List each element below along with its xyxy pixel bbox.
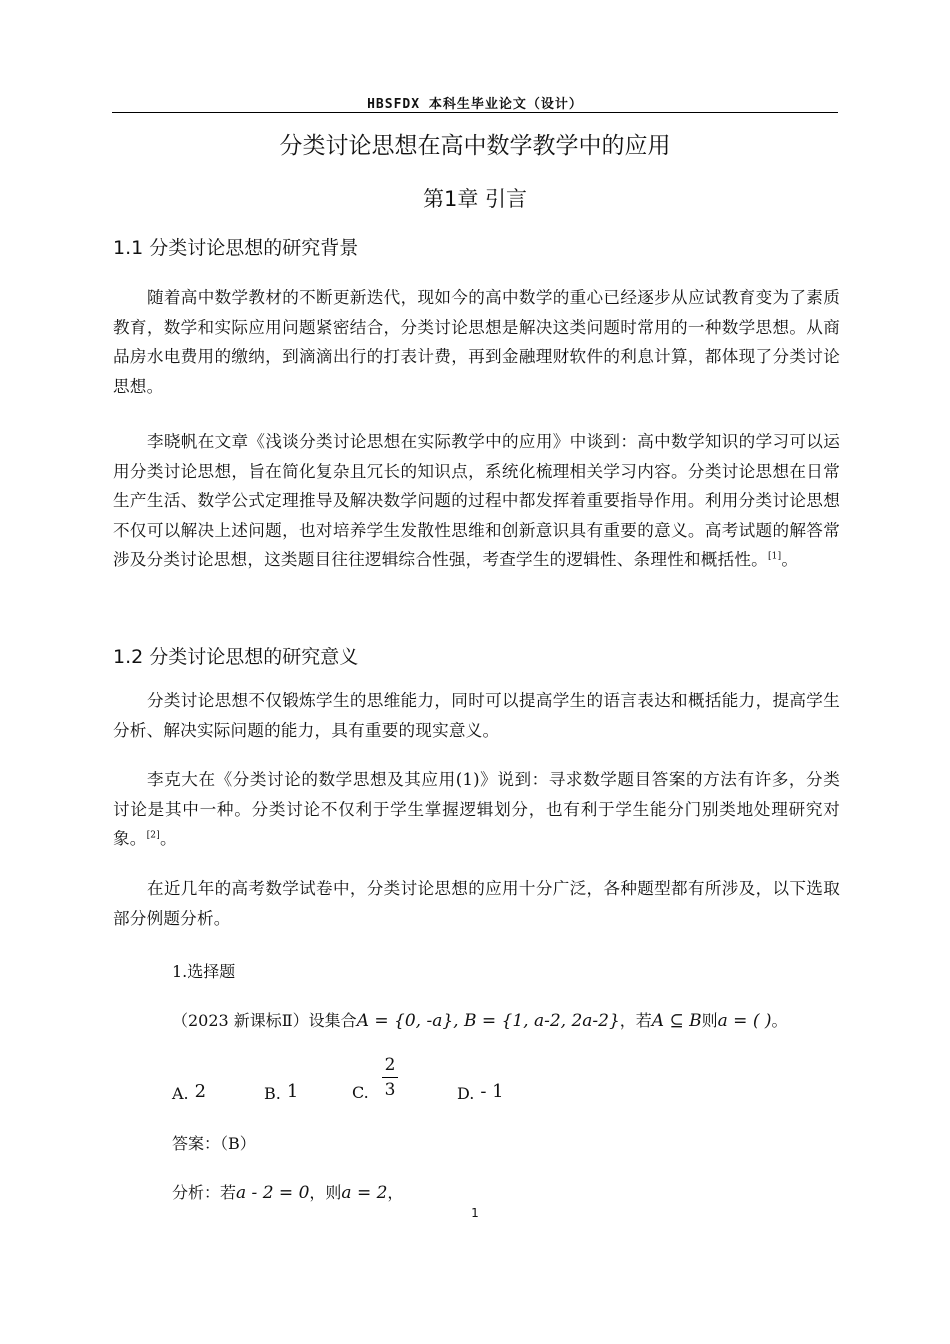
analysis-mid: ，则 [309, 1183, 342, 1202]
option-value: 1 [286, 1081, 299, 1102]
paragraph [113, 765, 840, 854]
analysis-prefix: 分析：若 [172, 1183, 237, 1202]
paragraph: 在近几年的高考数学试卷中，分类讨论思想的应用十分广泛，各种题型都有所涉及，以下选取部分例题分析。 [113, 879, 840, 928]
section-heading-1-1: 1.1 分类讨论思想的研究背景 [113, 237, 359, 259]
question-mid: ，若 [619, 1011, 652, 1030]
paragraph-text: 李克大在《分类讨论的数学思想及其应用(1)》说到：寻求数学题目答案的方法有许多，分类讨论是其中一种。分类讨论不仅利于学生掌握逻辑划分，也有利于学生能分门别类地处理研究对象。 [113, 770, 840, 849]
option-c-fraction [382, 1054, 398, 1101]
subset-relation: A ⊆ B [651, 1011, 702, 1031]
option-c [352, 1083, 369, 1102]
question-text [172, 1008, 788, 1031]
citation: [1] [767, 551, 782, 562]
fraction-bar [382, 1077, 398, 1078]
analysis-equation: a - 2 = 0 [236, 1183, 310, 1203]
question-type-label: 1.选择题 [172, 962, 236, 981]
answer-line: 答案：（B） [172, 1134, 256, 1153]
set-definition: A = {0, -a}, B = {1, a-2, 2a-2} [356, 1011, 620, 1031]
option-a [172, 1083, 206, 1104]
fraction-numerator: 2 [384, 1055, 396, 1075]
question-suffix: 则 [701, 1011, 718, 1030]
option-value: - 1 [480, 1081, 504, 1102]
page-number: 1 [471, 1206, 479, 1220]
option-label: C. [352, 1083, 369, 1102]
chapter-heading: 第1章 引言 [422, 187, 528, 211]
running-header: HBSFDX 本科生毕业论文（设计） [367, 97, 583, 112]
paragraph: 随着高中数学教材的不断更新迭代，现如今的高中数学的重心已经逐步从应试教育变为了素质教育，数学和实际应用问题紧密结合，分类讨论思想是解决这类问题时常用的一种数学思想。从商品房水电费用的缴纳，到滴滴出行的打表计费，再到金融理财软件的利息计算，都体现了分类讨论思想。 [113, 288, 840, 396]
option-value: 2 [194, 1081, 207, 1102]
option-label: A. [172, 1084, 189, 1103]
fraction-denominator: 3 [384, 1080, 396, 1100]
citation: [2] [146, 830, 160, 841]
citation-period: 。 [159, 829, 177, 849]
option-label: B. [264, 1084, 281, 1103]
paper-title: 分类讨论思想在高中数学教学中的应用 [279, 133, 671, 159]
section-heading-1-2: 1.2 分类讨论思想的研究意义 [113, 646, 359, 668]
analysis-end: ， [387, 1183, 404, 1202]
question-ask: a = ( ) [717, 1011, 772, 1031]
option-d [457, 1083, 504, 1104]
analysis-line [172, 1180, 403, 1203]
header-rule [112, 112, 838, 113]
analysis-equation: a = 2 [341, 1183, 388, 1203]
paragraph: 分类讨论思想不仅锻炼学生的思维能力，同时可以提高学生的语言表达和概括能力，提高学生分析、解决实际问题的能力，具有重要的现实意义。 [113, 691, 840, 740]
paragraph-text: 李晓帆在文章《浅谈分类讨论思想在实际教学中的应用》中谈到：高中数学知识的学习可以运用分类讨论思想，旨在简化复杂且冗长的知识点，系统化梳理相关学习内容。分类讨论思想在日常生产生活、数学公式定理推导及解决数学问题的过程中都发挥着重要指导作用。利用分类讨论思想不仅可以解决上述问题，也对培养学生发散性思维和创新意识具有重要的意义。高考试题的解答常涉及分类讨论思想，这类题目往往逻辑综合性强，考查学生的逻辑性、条理性和概括性。 [113, 432, 840, 570]
paragraph [113, 427, 840, 575]
option-b [264, 1083, 298, 1104]
option-label: D. [457, 1084, 475, 1103]
citation-period: 。 [781, 550, 799, 570]
question-prefix: （2023 新课标Ⅱ）设集合 [172, 1011, 357, 1030]
question-period: 。 [771, 1011, 788, 1030]
